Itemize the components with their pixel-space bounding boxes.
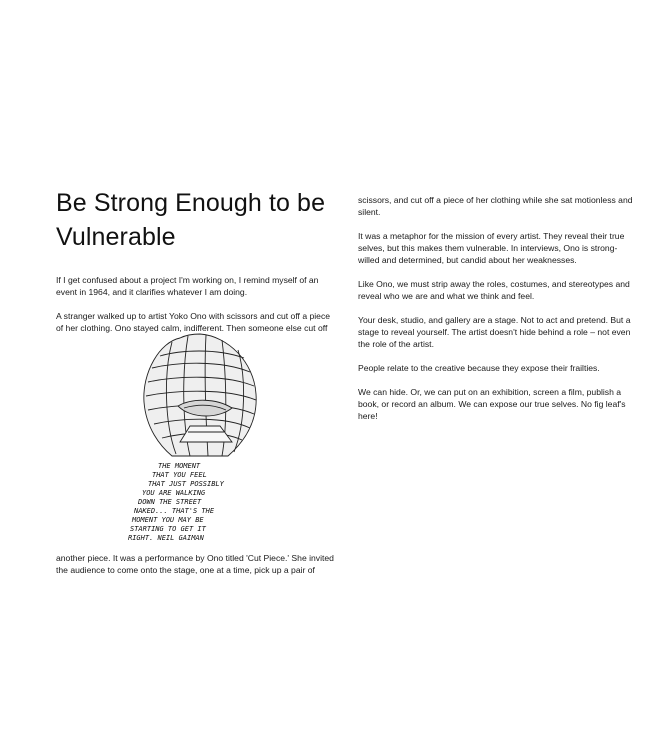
paragraph: A stranger walked up to artist Yoko Ono with scissors and cut off a piece of her clothing. Ono stayed calm, indifferent. Then someone else cut off <box>56 311 331 333</box>
quote-line: DOWN THE STREET <box>138 498 202 506</box>
hand-drawn-illustration <box>120 332 300 544</box>
quote-line: YOU ARE WALKING <box>142 489 206 497</box>
paragraph: We can hide. Or, we can put on an exhibition, screen a film, publish a book, or record an album. We can expose our true selves. No fig leaf's here! <box>358 387 626 421</box>
right-column <box>358 194 636 434</box>
left-column-continuation <box>56 552 338 576</box>
quote-line: THAT YOU FEEL <box>152 471 207 479</box>
paragraph: It was a metaphor for the mission of every artist. They reveal their true selves, but this makes them vulnerable. In interviews, Ono is strong-willed and determined, but candid about her weaknesses. <box>358 231 625 265</box>
paragraph: People relate to the creative because they expose their frailties. <box>358 363 600 373</box>
page-title: Be Strong Enough to be Vulnerable <box>56 189 326 251</box>
quote-line: RIGHT. NEIL GAIMAN <box>128 534 204 542</box>
quote-line: MOMENT YOU MAY BE <box>132 516 204 524</box>
paragraph: If I get confused about a project I'm working on, I remind myself of an event in 1964, and it clarifies whatever I am doing. <box>56 275 319 297</box>
figure-drawing <box>144 334 256 456</box>
paragraph: Your desk, studio, and gallery are a stage. Not to act and pretend. But a stage to reveal yourself. The artist doesn't hide behind a role – not even the role of the artist. <box>358 315 631 349</box>
quote-line: THE MOMENT <box>158 462 201 470</box>
quote-line: THAT JUST POSSIBLY <box>148 480 224 488</box>
quote-line: STARTING TO GET IT <box>130 525 206 533</box>
paragraph: Like Ono, we must strip away the roles, costumes, and stereotypes and reveal who we are and what we think and feel. <box>358 279 630 301</box>
quote-line: NAKED... THAT'S THE <box>134 507 215 515</box>
left-column <box>56 186 338 346</box>
paragraph: scissors, and cut off a piece of her clothing while she sat motionless and silent. <box>358 195 633 217</box>
paragraph: another piece. It was a performance by Ono titled 'Cut Piece.' She invited the audience to come onto the stage, one at a time, pick up a pair of <box>56 553 334 575</box>
